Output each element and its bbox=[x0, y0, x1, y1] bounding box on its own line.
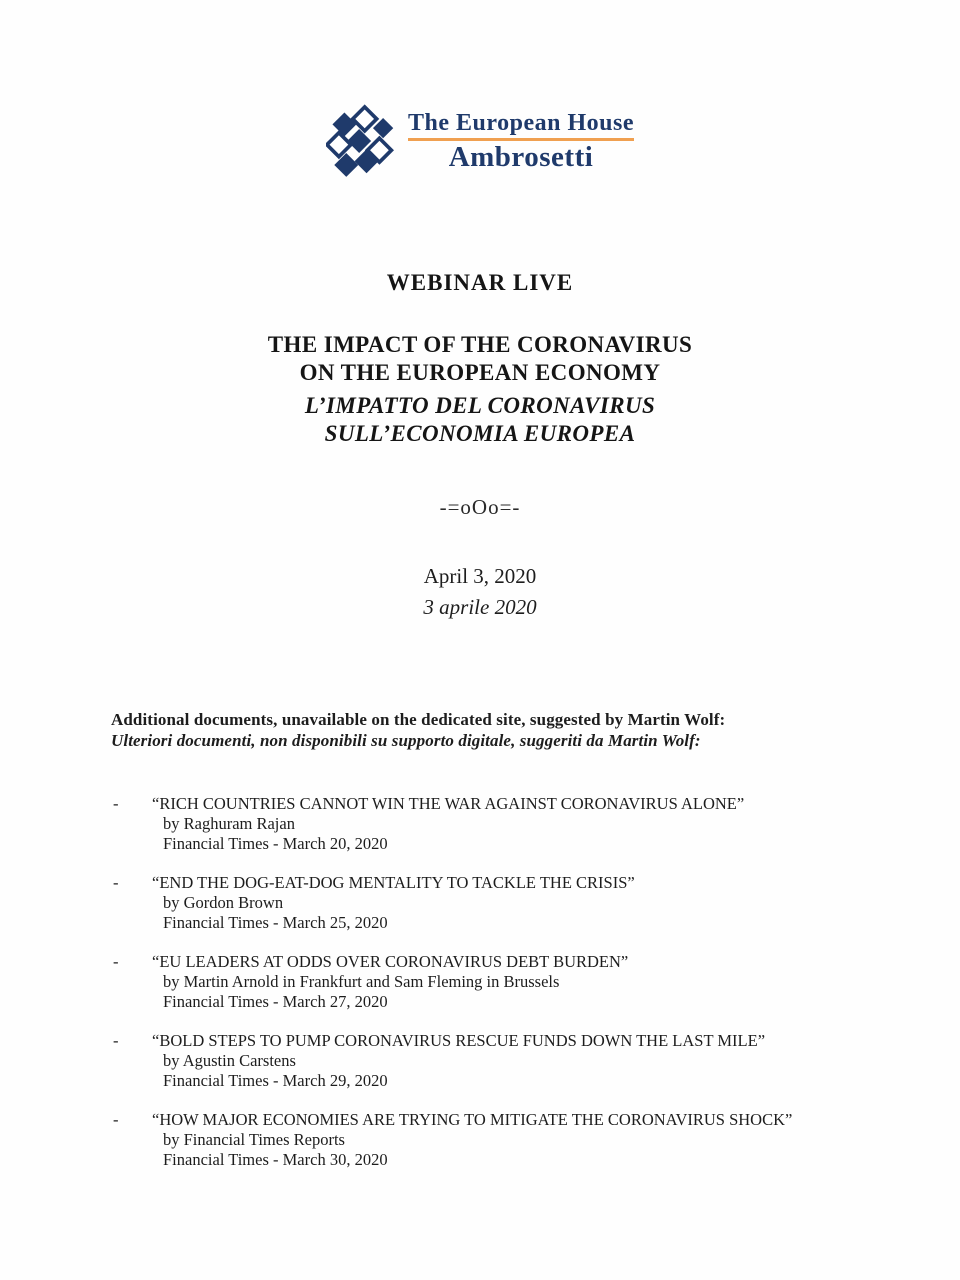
date-english: April 3, 2020 bbox=[423, 564, 537, 588]
logo-line-european-house: The European House bbox=[408, 109, 634, 136]
document-entry bbox=[152, 952, 905, 1012]
document-source: Financial Times - March 27, 2020 bbox=[163, 992, 388, 1011]
document-source: Financial Times - March 29, 2020 bbox=[163, 1071, 388, 1090]
list-bullet: - bbox=[113, 952, 119, 971]
list-bullet: - bbox=[113, 794, 119, 813]
document-author: by Gordon Brown bbox=[163, 893, 284, 912]
company-logo bbox=[0, 104, 960, 178]
document-title: “RICH COUNTRIES CANNOT WIN THE WAR AGAINST CORONAVIRUS ALONE” bbox=[152, 794, 745, 813]
intro-english: Additional documents, unavailable on the dedicated site, suggested by Martin Wolf: bbox=[111, 710, 726, 729]
title-italian-line1: L’IMPATTO DEL CORONAVIRUS bbox=[304, 393, 656, 418]
list-item bbox=[113, 952, 905, 1012]
document-source: Financial Times - March 25, 2020 bbox=[163, 913, 388, 932]
title-english-line2: ON THE EUROPEAN ECONOMY bbox=[299, 360, 661, 385]
document-entry bbox=[152, 794, 905, 854]
document-author: by Martin Arnold in Frankfurt and Sam Fleming in Brussels bbox=[163, 972, 560, 991]
event-dates bbox=[0, 561, 960, 623]
list-item bbox=[113, 873, 905, 933]
list-bullet: - bbox=[113, 1110, 119, 1129]
list-bullet: - bbox=[113, 873, 119, 892]
ornamental-separator: -=oOo=- bbox=[439, 495, 521, 519]
document-title: “EU LEADERS AT ODDS OVER CORONAVIRUS DEBT BURDEN” bbox=[152, 952, 629, 971]
ambrosetti-diamonds-icon bbox=[326, 104, 396, 178]
document-entry bbox=[152, 1031, 905, 1091]
document-title: “END THE DOG-EAT-DOG MENTALITY TO TACKLE THE CRISIS” bbox=[152, 873, 635, 892]
logo-line-ambrosetti: Ambrosetti bbox=[448, 140, 594, 173]
document-title: “HOW MAJOR ECONOMIES ARE TRYING TO MITIGATE THE CORONAVIRUS SHOCK” bbox=[152, 1110, 793, 1129]
document-entry bbox=[152, 873, 905, 933]
document-title: “BOLD STEPS TO PUMP CORONAVIRUS RESCUE FUNDS DOWN THE LAST MILE” bbox=[152, 1031, 766, 1050]
document-entry bbox=[152, 1110, 905, 1170]
intro-italian: Ulteriori documenti, non disponibili su supporto digitale, suggeriti da Martin Wolf: bbox=[111, 731, 701, 750]
list-item bbox=[113, 1031, 905, 1091]
document-author: by Agustin Carstens bbox=[163, 1051, 296, 1070]
webinar-live-heading: WEBINAR LIVE bbox=[386, 270, 574, 295]
title-italian-line2: SULL’ECONOMIA EUROPEA bbox=[324, 421, 636, 446]
document-source: Financial Times - March 20, 2020 bbox=[163, 834, 388, 853]
list-bullet: - bbox=[113, 1031, 119, 1050]
document-author: by Financial Times Reports bbox=[163, 1130, 345, 1149]
title-english-line1: THE IMPACT OF THE CORONAVIRUS bbox=[267, 332, 693, 357]
title-italian bbox=[0, 392, 960, 448]
date-italian: 3 aprile 2020 bbox=[423, 595, 537, 619]
list-item bbox=[113, 1110, 905, 1170]
intro-paragraph bbox=[111, 709, 870, 751]
logo-wordmark bbox=[408, 110, 634, 173]
document-author: by Raghuram Rajan bbox=[163, 814, 295, 833]
main-title bbox=[0, 331, 960, 448]
document-source: Financial Times - March 30, 2020 bbox=[163, 1150, 388, 1169]
list-item bbox=[113, 794, 905, 854]
document-list bbox=[113, 794, 905, 1189]
